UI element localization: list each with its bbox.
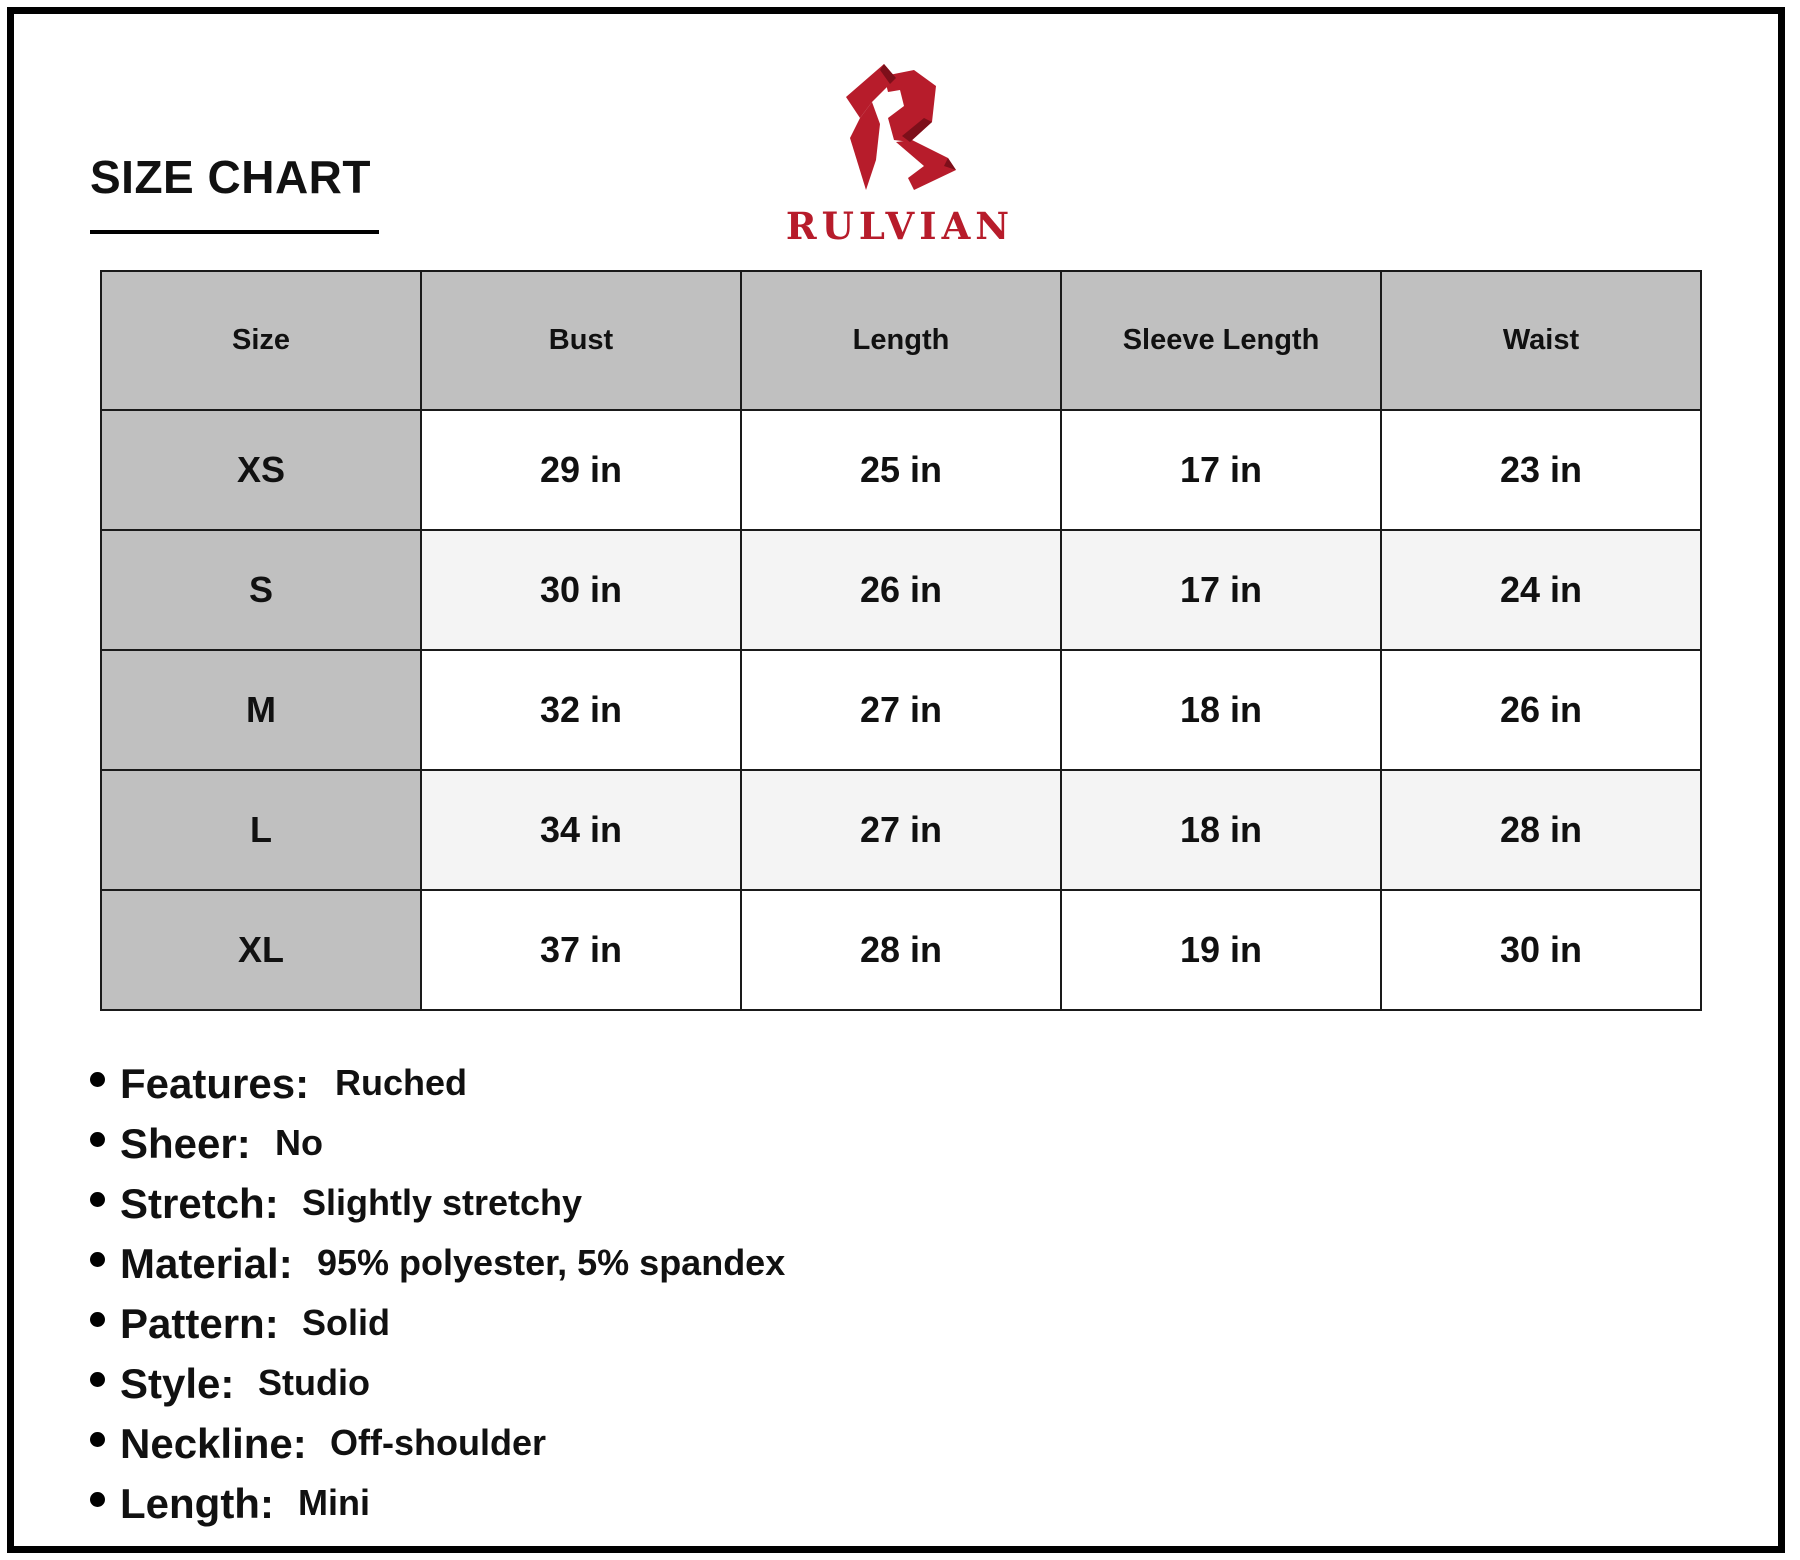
attribute-value: No bbox=[275, 1122, 323, 1163]
table-row bbox=[101, 530, 1701, 650]
waist-cell: 23 in bbox=[1381, 410, 1701, 530]
table-row bbox=[101, 890, 1701, 1010]
size-cell: S bbox=[101, 530, 421, 650]
attribute-value: Slightly stretchy bbox=[302, 1182, 583, 1223]
table-row bbox=[101, 410, 1701, 530]
column-header-length: Length bbox=[741, 271, 1061, 410]
bullet-icon bbox=[90, 1432, 105, 1447]
size-table bbox=[100, 270, 1702, 1011]
bullet-icon bbox=[90, 1492, 105, 1507]
list-item bbox=[90, 1060, 1090, 1120]
attribute-value: Studio bbox=[258, 1362, 370, 1403]
column-header-waist: Waist bbox=[1381, 271, 1701, 410]
bullet-icon bbox=[90, 1132, 105, 1147]
sleeve-length-cell: 17 in bbox=[1061, 410, 1381, 530]
list-item bbox=[90, 1480, 1090, 1540]
length-cell: 28 in bbox=[741, 890, 1061, 1010]
sleeve-length-cell: 18 in bbox=[1061, 650, 1381, 770]
brand-logo bbox=[780, 62, 1020, 247]
attribute-value: Solid bbox=[302, 1302, 390, 1343]
bullet-icon bbox=[90, 1312, 105, 1327]
sleeve-length-cell: 19 in bbox=[1061, 890, 1381, 1010]
length-cell: 26 in bbox=[741, 530, 1061, 650]
table-row bbox=[101, 650, 1701, 770]
attribute-list bbox=[90, 1060, 1090, 1540]
bust-cell: 34 in bbox=[421, 770, 741, 890]
list-item bbox=[90, 1360, 1090, 1420]
bullet-icon bbox=[90, 1192, 105, 1207]
size-cell: XL bbox=[101, 890, 421, 1010]
table-header-row bbox=[101, 271, 1701, 410]
attribute-label: Material: bbox=[120, 1240, 293, 1287]
bullet-icon bbox=[90, 1372, 105, 1387]
list-item bbox=[90, 1180, 1090, 1240]
attribute-label: Style: bbox=[120, 1360, 235, 1407]
r-monogram-icon bbox=[838, 62, 962, 192]
bust-cell: 32 in bbox=[421, 650, 741, 770]
bullet-icon bbox=[90, 1072, 105, 1087]
list-item bbox=[90, 1240, 1090, 1300]
size-cell: XS bbox=[101, 410, 421, 530]
sleeve-length-cell: 18 in bbox=[1061, 770, 1381, 890]
sleeve-length-cell: 17 in bbox=[1061, 530, 1381, 650]
column-header-sleeve-length: Sleeve Length bbox=[1061, 271, 1381, 410]
length-cell: 27 in bbox=[741, 650, 1061, 770]
waist-cell: 28 in bbox=[1381, 770, 1701, 890]
table-row bbox=[101, 770, 1701, 890]
bust-cell: 37 in bbox=[421, 890, 741, 1010]
waist-cell: 26 in bbox=[1381, 650, 1701, 770]
waist-cell: 24 in bbox=[1381, 530, 1701, 650]
attribute-value: Ruched bbox=[335, 1062, 468, 1103]
attribute-value: Off-shoulder bbox=[330, 1422, 546, 1463]
title-underline bbox=[90, 230, 379, 234]
length-cell: 27 in bbox=[741, 770, 1061, 890]
attribute-label: Pattern: bbox=[120, 1300, 279, 1347]
attribute-label: Stretch: bbox=[120, 1180, 279, 1227]
length-cell: 25 in bbox=[741, 410, 1061, 530]
brand-name: RULVIAN bbox=[785, 204, 1015, 248]
column-header-size: Size bbox=[101, 271, 421, 410]
attribute-label: Features: bbox=[120, 1060, 310, 1107]
attribute-value: 95% polyester, 5% spandex bbox=[317, 1242, 786, 1283]
size-cell: L bbox=[101, 770, 421, 890]
page-title: SIZE CHART bbox=[90, 151, 371, 203]
attribute-label: Sheer: bbox=[120, 1120, 251, 1167]
bust-cell: 30 in bbox=[421, 530, 741, 650]
list-item bbox=[90, 1300, 1090, 1360]
list-item bbox=[90, 1420, 1090, 1480]
attribute-value: Mini bbox=[298, 1482, 370, 1523]
attribute-label: Neckline: bbox=[120, 1420, 307, 1467]
bullet-icon bbox=[90, 1252, 105, 1267]
size-cell: M bbox=[101, 650, 421, 770]
bust-cell: 29 in bbox=[421, 410, 741, 530]
list-item bbox=[90, 1120, 1090, 1180]
attribute-label: Length: bbox=[120, 1480, 274, 1527]
column-header-bust: Bust bbox=[421, 271, 741, 410]
waist-cell: 30 in bbox=[1381, 890, 1701, 1010]
